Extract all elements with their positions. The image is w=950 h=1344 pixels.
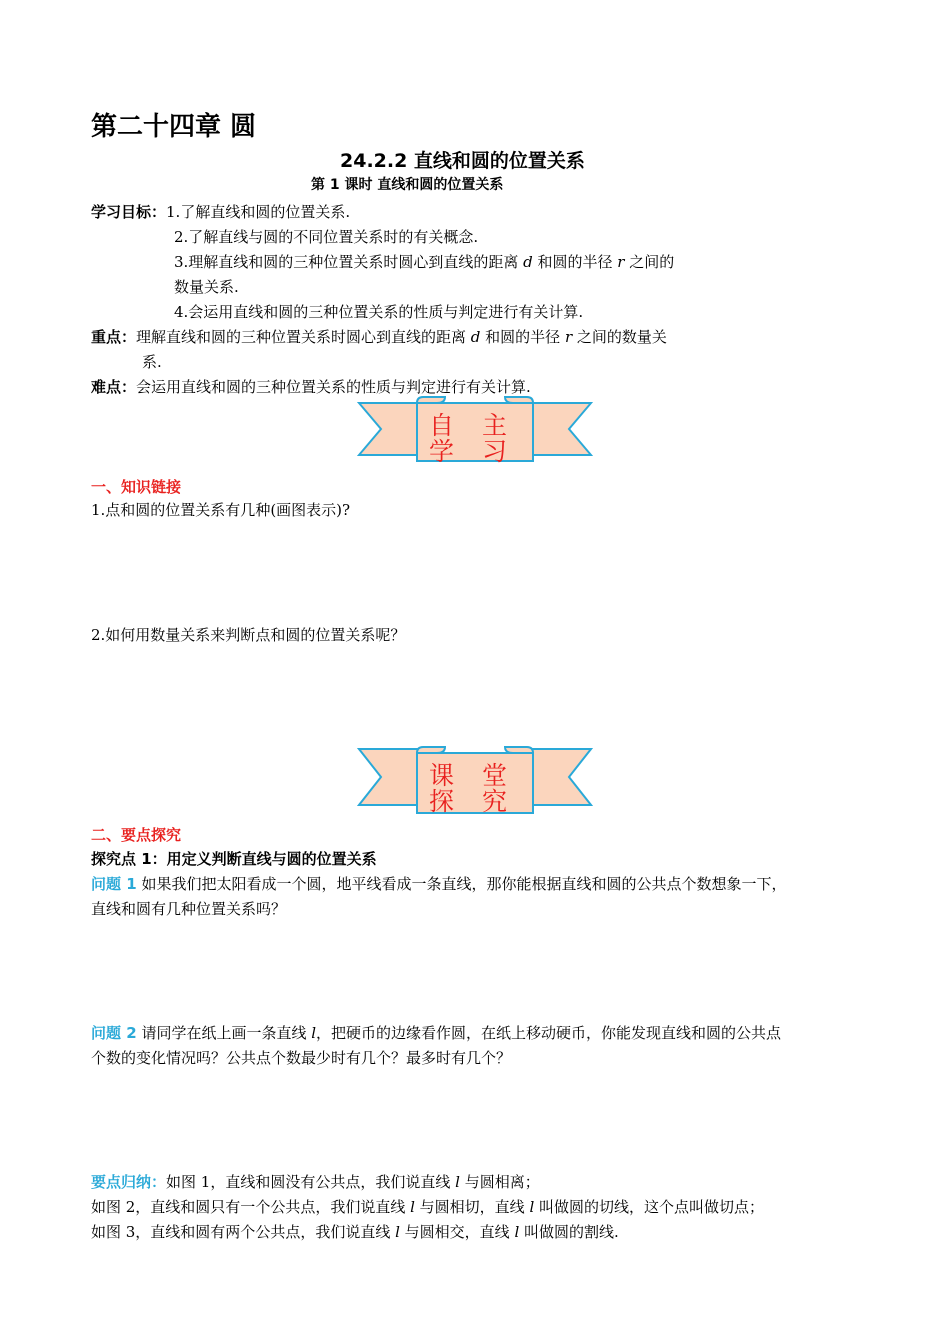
- banner-class-explore: [357, 745, 593, 817]
- problem1-line1: [91, 875, 786, 893]
- var-l: l: [514, 1223, 520, 1241]
- problem2-text-a: 请同学在纸上画一条直线: [136, 1024, 312, 1042]
- summary-line1: [91, 1173, 540, 1191]
- objective-1: 1.了解直线和圆的位置关系.: [166, 203, 351, 221]
- summary-line1-text-b: 与圆相离；: [459, 1173, 540, 1191]
- summary-line1-text-a: 如图 1，直线和圆没有公共点，我们说直线: [166, 1173, 456, 1191]
- section2-heading: 二、要点探究: [91, 826, 182, 844]
- summary-line2-text-c: 叫做圆的切线，这个点叫做切点；: [534, 1198, 765, 1216]
- problem2-line1: [91, 1024, 781, 1042]
- summary-line3-text-c: 叫做圆的割线.: [519, 1223, 619, 1241]
- summary-line3-text-a: 如图 3，直线和圆有两个公共点，我们说直线: [91, 1223, 396, 1241]
- key-point-label: 重点：: [91, 328, 137, 346]
- objective-3-text-c: 之间的: [624, 253, 675, 271]
- section1-q1: 1.点和圆的位置关系有几种(画图表示)?: [91, 501, 351, 519]
- banner-class-explore-text: 课 堂 探 究: [429, 761, 517, 817]
- problem2-label: 问题 2: [91, 1024, 137, 1042]
- var-r: r: [564, 328, 573, 346]
- problem1-line2: 直线和圆有几种位置关系吗？: [91, 900, 287, 918]
- objective-3-text-b: 和圆的半径: [532, 253, 618, 271]
- summary-line2-text-a: 如图 2，直线和圆只有一个公共点，我们说直线: [91, 1198, 411, 1216]
- explore-point-1: 探究点 1：用定义判断直线与圆的位置关系: [91, 850, 377, 868]
- difficulty-row: [91, 378, 531, 396]
- summary-line2-text-b: 与圆相切，直线: [414, 1198, 530, 1216]
- objective-1-row: [91, 203, 350, 221]
- var-d: d: [523, 253, 533, 271]
- var-l: l: [311, 1024, 317, 1042]
- objective-4: 4.会运用直线和圆的三种位置关系的性质与判定进行有关计算.: [174, 303, 584, 321]
- var-d: d: [470, 328, 481, 346]
- banner-self-study-text: 自 主 学 习: [429, 411, 517, 467]
- difficulty-label: 难点：: [91, 378, 137, 396]
- section1-q2: 2.如何用数量关系来判断点和圆的位置关系呢？: [91, 626, 406, 644]
- summary-line3-text-b: 与圆相交，直线: [399, 1223, 515, 1241]
- var-l: l: [410, 1198, 415, 1216]
- problem2-text-b: ，把硬币的边缘看作圆，在纸上移动硬币，你能发现直线和圆的公共点: [316, 1024, 782, 1042]
- key-point-text-c: 之间的数量关: [572, 328, 667, 346]
- key-point-line2: 系.: [142, 353, 162, 371]
- lesson-title: 第 1 课时 直线和圆的位置关系: [311, 177, 504, 193]
- key-point-text-a: 理解直线和圆的三种位置关系时圆心到直线的距离: [136, 328, 471, 346]
- summary-label: 要点归纳：: [91, 1173, 167, 1191]
- objective-3-line1: [174, 253, 674, 271]
- objective-3-text-a: 3.理解直线和圆的三种位置关系时圆心到直线的距离: [174, 253, 524, 271]
- var-r: r: [617, 253, 625, 271]
- var-l: l: [455, 1173, 460, 1191]
- section-title: 24.2.2 直线和圆的位置关系: [340, 150, 585, 172]
- problem1-text: 如果我们把太阳看成一个圆，地平线看成一条直线，那你能根据直线和圆的公共点个数想象一下，: [136, 875, 787, 893]
- problem1-label: 问题 1: [91, 875, 137, 893]
- objectives-label: 学习目标：: [91, 203, 167, 221]
- summary-line2: [91, 1198, 764, 1216]
- chapter-title: 第二十四章 圆: [91, 112, 257, 142]
- problem2-line2: 个数的变化情况吗？公共点个数最少时有几个？最多时有几个？: [91, 1049, 512, 1067]
- objective-3-line2: 数量关系.: [174, 278, 239, 296]
- difficulty-text: 会运用直线和圆的三种位置关系的性质与判定进行有关计算.: [136, 378, 531, 396]
- var-l: l: [529, 1198, 535, 1216]
- banner-self-study: [357, 395, 593, 467]
- key-point-line1: [91, 328, 667, 346]
- key-point-text-b: 和圆的半径: [480, 328, 565, 346]
- objective-2: 2.了解直线与圆的不同位置关系时的有关概念.: [174, 228, 479, 246]
- summary-line3: [91, 1223, 619, 1241]
- var-l: l: [395, 1223, 400, 1241]
- section1-heading: 一、知识链接: [91, 478, 182, 496]
